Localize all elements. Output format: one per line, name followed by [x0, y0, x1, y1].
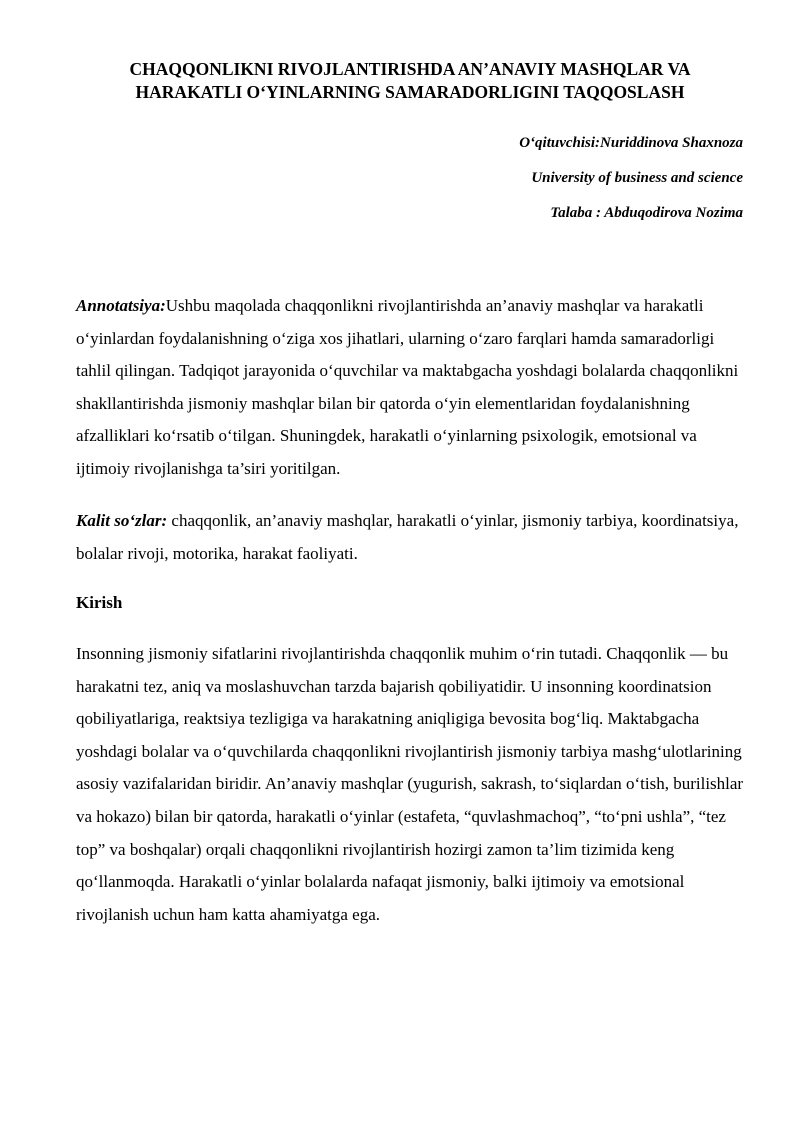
paper-title	[70, 58, 750, 104]
student-name: Talaba : Abduqodirova Nozima	[550, 205, 743, 221]
abstract-label: Annotatsiya:	[76, 296, 166, 315]
abstract-paragraph	[76, 290, 748, 486]
author-block	[519, 131, 743, 236]
title-line-1: CHAQQONLIKNI RIVOJLANTIRISHDA AN’ANAVIY MASHQLAR VA	[129, 59, 691, 79]
university-name: University of business and science	[531, 170, 743, 186]
keywords-paragraph	[76, 505, 748, 570]
intro-paragraph: Insonning jismoniy sifatlarini rivojlantirishda chaqqonlik muhim o‘rin tutadi. Chaqqonlik — bu harakatni tez, aniq va moslashuvchan tarzda bajarish qobiliyatidir. U insonning koordinatsion qobiliyatlariga, reaktsiya tezligiga va harakatning aniqligiga bevosita bog‘liq. Maktabgacha yoshdagi bolalar va o‘quvchilarda chaqqonlikni rivojlantirish jismoniy tarbiya mashg‘ulotlarining asosiy vazifalaridan biridir. An’anaviy mashqlar (yugurish, sakrash, to‘siqlardan o‘tish, burilishlar va hokazo) bilan bir qatorda, harakatli o‘yinlar (estafeta, “quvlashmachoq”, “to‘pni ushla”, “tez top” va boshqalar) orqali chaqqonlikni rivojlantirish hozirgi zamon ta’lim tizimida keng qo‘llanmoqda. Harakatli o‘yinlar bolalarda nafaqat jismoniy, balki ijtimoiy va emotsional rivojlanish uchun ham katta ahamiyatga ega.	[76, 644, 744, 924]
keywords-text: chaqqonlik, an’anaviy mashqlar, harakatli o‘yinlar, jismoniy tarbiya, koordinatsiya, bolalar rivoji, motorika, harakat faoliyati.	[76, 511, 739, 563]
title-line-2: HARAKATLI O‘YINLARNING SAMARADORLIGINI TAQQOSLASH	[135, 82, 685, 102]
keywords-label: Kalit so‘zlar:	[76, 511, 168, 530]
teacher-name: O‘qituvchisi:Nuriddinova Shaxnoza	[519, 135, 743, 151]
abstract-text: Ushbu maqolada chaqqonlikni rivojlantirishda an’anaviy mashqlar va harakatli o‘yinlardan foydalanishning o‘ziga xos jihatlari, ularning o‘zaro farqlari hamda samaradorligi tahlil qilingan. Tadqiqot jarayonida o‘quvchilar va maktabgacha yoshdagi bolalarda chaqqonlikni shakllantirishda jismoniy mashqlar bilan bir qatorda o‘yin elementlaridan foydalanishning afzalliklari ko‘rsatib o‘tilgan. Shuningdek, harakatli o‘yinlarning psixologik, emotsional va ijtimoiy rivojlanishga ta’siri yoritilgan.	[76, 296, 739, 478]
section-heading: Kirish	[76, 593, 123, 612]
